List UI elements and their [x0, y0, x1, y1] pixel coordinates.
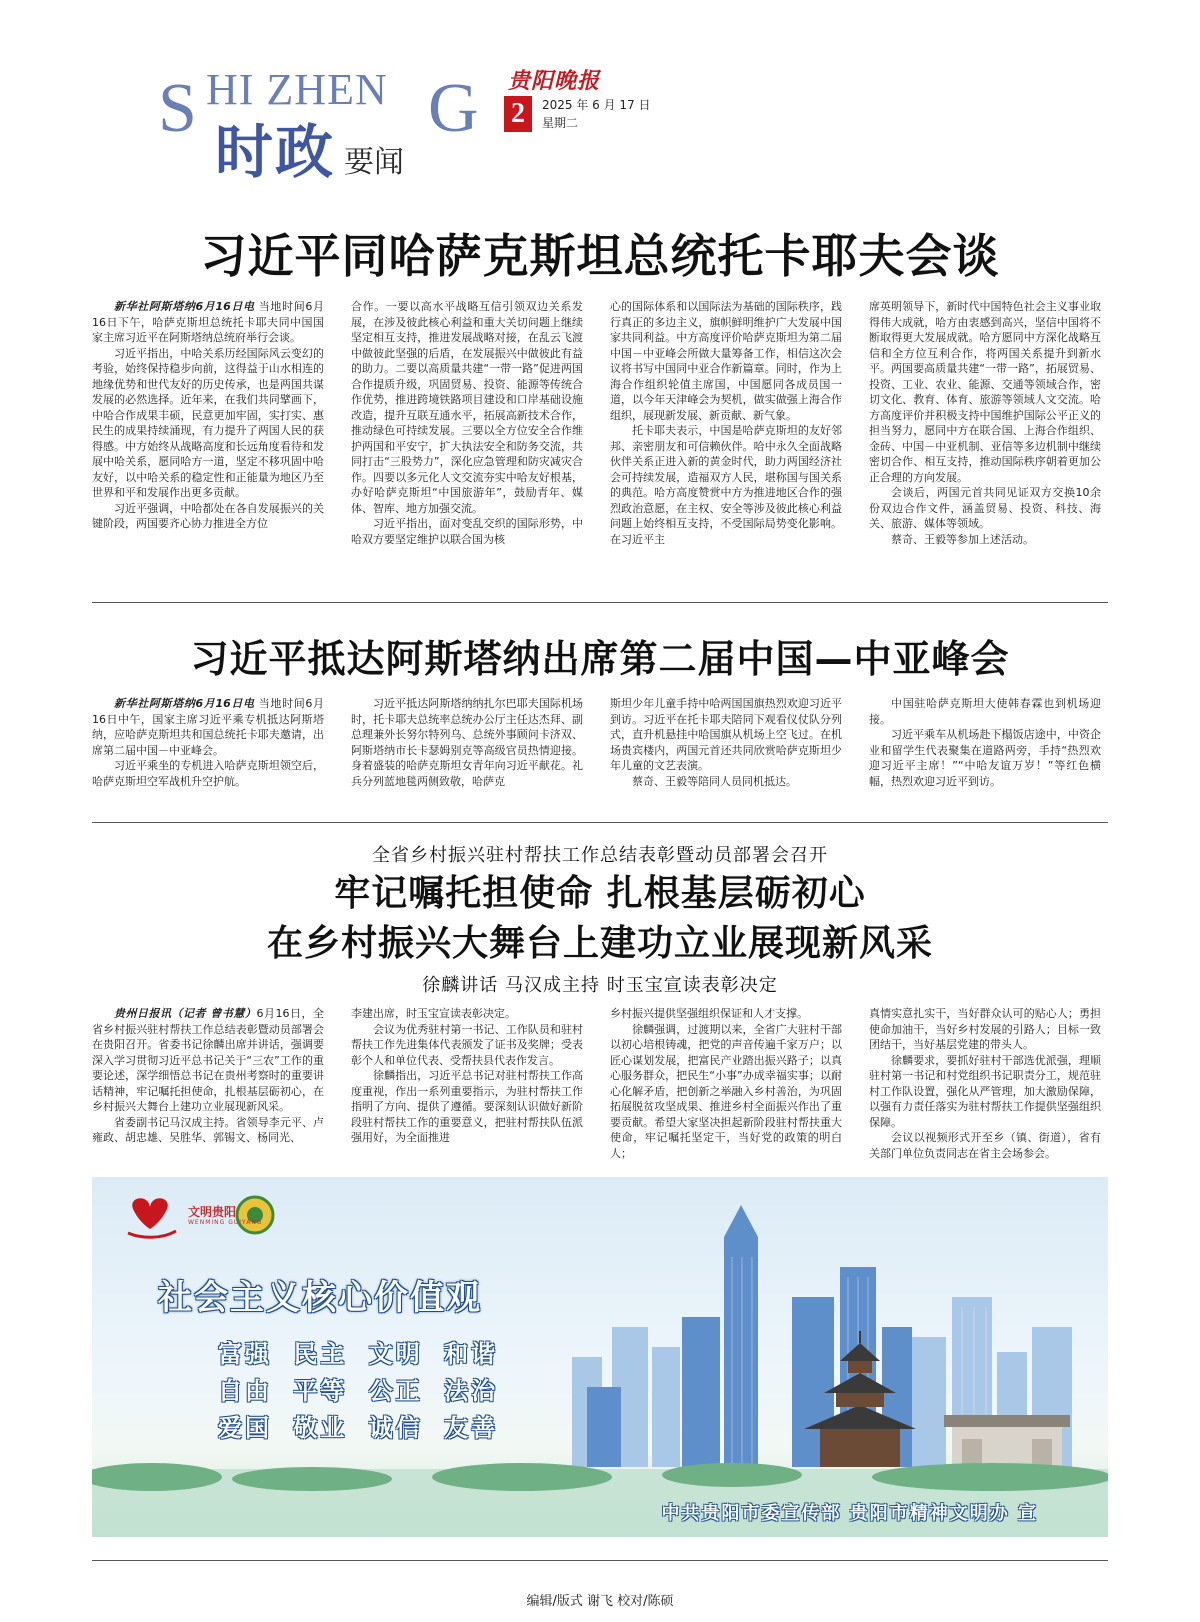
article2-col3-para: 蔡奇、王毅等陪同人员同机抵达。 — [632, 774, 797, 788]
article2-col1-para: 习近平乘坐的专机进入哈萨克斯坦领空后，哈萨克斯坦空军战机升空护航。 — [92, 759, 324, 788]
article1-col3-para: 托卡耶夫表示，中国是哈萨克斯坦的友好邻邦、亲密朋友和可信赖伙伴。哈中永久全面战略伙伴关系正进入新的黄金时代，助力两国经济社会可持续发展，造福双方人民，堪称国与国关系的典范。哈方高度赞赏中方为推进地区合作的强烈政治意愿，在主权、安全等涉及彼此核心利益问题上始终相互支持，不受国际局势变化影响。在习近平主 — [610, 424, 842, 546]
article1-col4-para: 会谈后，两国元首共同见证双方交换10余份双边合作文件，涵盖贸易、投资、科技、海关、旅游、媒体等领域。 — [869, 486, 1101, 530]
article3-dateline: 贵州日报讯（记者 曾书慧） — [114, 1007, 257, 1020]
poster-credit: 中共贵阳市委宣传部 贵阳市精神文明办 宣 — [661, 1503, 1038, 1524]
article3-col1-para: 省委副书记马汉成主持。省领导李元平、卢雍政、胡忠雄、吴胜华、郭锡文、杨同光、 — [92, 1115, 324, 1144]
article3-col3-para: 乡村振兴提供坚强组织保证和人才支撑。 — [610, 1007, 808, 1020]
issue-weekday: 星期二 — [542, 116, 579, 130]
footer-divider — [92, 1560, 1108, 1561]
article3-kicker: 全省乡村振兴驻村帮扶工作总结表彰暨动员部署会召开 — [372, 845, 828, 866]
newspaper-logo: 贵阳晚报 — [508, 68, 601, 94]
article2-col4-para: 习近平乘车从机场赴下榻饭店途中，中资企业和留学生代表聚集在道路两旁，手持“热烈欢迎习近平主席！”“中哈友谊万岁！”等红色横幅，热烈欢迎习近平到访。 — [869, 728, 1101, 788]
article3-col4-para: 会议以视频形式开至乡（镇、街道），省有关部门单位负责同志在省主会场参会。 — [869, 1131, 1101, 1160]
article3-col2-para: 徐麟指出，习近平总书记对驻村帮扶工作高度重视，作出一系列重要指示，为驻村帮扶工作指明了方向、提供了遵循。要深刻认识做好新阶段驻村帮扶工作的重要意义，把驻村帮扶队伍派强用好，为全面推进 — [351, 1069, 583, 1144]
article1-dateline: 新华社阿斯塔纳6月16日电 — [114, 300, 255, 313]
article3-column-4 — [869, 1006, 1101, 1166]
core-values-row-3: 爱国 敬业 诚信 友善 — [218, 1414, 499, 1442]
section-title: 时政 — [215, 118, 336, 186]
article1-col4-para: 蔡奇、王毅等参加上述活动。 — [891, 532, 1034, 546]
article1-column-2 — [351, 299, 583, 581]
article2-headline: 习近平抵达阿斯塔纳出席第二届中国—中亚峰会 — [190, 637, 1010, 681]
article3-subtitle: 徐麟讲话 马汉成主持 时玉宝宣读表彰决定 — [422, 975, 778, 996]
article1-headline: 习近平同哈萨克斯坦总统托卡耶夫会谈 — [200, 229, 1000, 283]
article3-column-3 — [610, 1006, 842, 1166]
article2-column-2 — [351, 696, 583, 804]
article2-col4-para: 中国驻哈萨克斯坦大使韩春霖也到机场迎接。 — [869, 697, 1101, 726]
article1-col2-para: 习近平指出，面对变乱交织的国际形势，中哈双方要坚定维护以联合国为核 — [351, 517, 583, 546]
article3-headline-line1: 牢记嘱托担使命 扎根基层砺初心 — [334, 873, 866, 914]
section-subtitle: 要闻 — [344, 145, 404, 180]
masthead-pinyin: HI ZHEN — [206, 65, 388, 114]
article2-column-4 — [869, 696, 1101, 804]
article1-column-1 — [92, 299, 324, 581]
poster-logo-text: 文明贵阳 — [188, 1205, 237, 1219]
article1-col3-para: 心的国际体系和以国际法为基础的国际秩序，践行真正的多边主义，旗帜鲜明维护广大发展中国家共同利益。中方高度评价哈萨克斯坦为第二届中国－中亚峰会所做大量筹备工作，相信这次会议将书写中国同中亚合作新篇章。同时，作为上海合作组织轮值主席国，中国愿同各成员国一道，以今年天津峰会为契机，做实做强上海合作组织，展现新发展、新贡献、新气象。 — [610, 300, 842, 422]
article1-col1-para: 习近平强调，中哈都处在各自发展振兴的关键阶段，两国要齐心协力推进全方位 — [92, 501, 324, 530]
core-values-row-1: 富强 民主 文明 和谐 — [218, 1340, 499, 1368]
article2-dateline: 新华社阿斯塔纳6月16日电 — [114, 697, 255, 710]
article3-col4-para: 徐麟要求，要抓好驻村干部选优派强，理顺驻村第一书记和村党组织书记职责分工，规范驻村工作队设置，强化从严管理，加大激励保障，以强有力责任落实为驻村帮扶工作提供坚强组织保障。 — [869, 1053, 1101, 1129]
memorial-archway-icon — [944, 1415, 1070, 1467]
article1-col1-para: 习近平指出，中哈关系历经国际风云变幻的考验，始终保持稳步向前，这得益于山水相连的地缘优势和世代友好的历史传承，也是两国共谋发展的必然选择。近年来，在我们共同擘画下，中哈合作成果丰硕，民意更加牢固，实打实、惠民生的成果持续涌现，有力提升了两国人民的获得感。中方始终从战略高度和长远角度看待和发展中哈关系，愿同哈方一道，坚定不移巩固中哈友好，以中哈关系的稳定性和正能量为地区乃至世界和平和发展作出更多贡献。 — [92, 346, 324, 499]
article1-col4-para: 席英明领导下，新时代中国特色社会主义事业取得伟大成就，哈方由衷感到高兴，坚信中国将不断取得更大发展成就。哈方愿同中方深化战略互信和全方位互利合作，将两国关系提升到新水平。两国要高质量共建“一带一路”，拓展贸易、投资、工业、农业、能源、交通等领域合作，密切文化、教育、体育、旅游等领域人文交流。哈方高度评价并积极支持中国维护国际公平正义的担当努力，愿同中方在联合国、上海合作组织、金砖、中国－中亚机制、亚信等多边机制中继续密切合作、相互支持，推动国际秩序朝着更加公正合理的方向发展。 — [869, 300, 1101, 484]
article2-col1-para: 新华社阿斯塔纳6月16日电 当地时间6月16日中午，国家主席习近平乘专机抵达阿斯塔纳，应哈萨克斯坦共和国总统托卡耶夫邀请，出席第二届中国－中亚峰会。 — [92, 697, 324, 757]
article1-column-4 — [869, 299, 1101, 581]
article3-col2-para: 会议为优秀驻村第一书记、工作队员和驻村帮扶工作先进集体代表颁发了证书及奖牌；受表彰个人和单位代表、受帮扶县代表作发言。 — [351, 1022, 583, 1067]
article3-column-2 — [351, 1006, 583, 1166]
masthead-letter-s: S — [158, 70, 197, 147]
section-divider — [92, 822, 1108, 823]
article2-column-3 — [610, 696, 842, 804]
poster-logo-subtext: WENMING GUIYANG — [188, 1219, 263, 1226]
article1-col1-para: 新华社阿斯塔纳6月16日电 当地时间6月16日下午，哈萨克斯坦总统托卡耶夫同中国国家主席习近平在阿斯塔纳总统府举行会谈。 — [92, 300, 324, 344]
masthead-letter-g: G — [428, 70, 479, 147]
article2-column-1 — [92, 696, 324, 804]
core-values-poster — [92, 1177, 1108, 1537]
core-values-row-2: 自由 平等 公正 法治 — [218, 1377, 499, 1405]
editor-credit: 编辑/版式 谢飞 校对/陈硕 — [526, 1594, 674, 1609]
article3-col3-para: 徐麟强调，过渡期以来，全省广大驻村干部以初心培根铸魂，把党的声音传遍千家万户；以匠心谋划发展，把富民产业踏出振兴路子；以真心服务群众，把民生“小事”办成幸福实事；以耐心化解矛盾，把创新之举融入乡村善治，为巩固拓展脱贫攻坚成果、推进乡村全面振兴作出了重要贡献。希望大家坚决担起新阶段驻村帮扶重大使命，牢记嘱托坚定干，当好党的政策的明白人； — [610, 1022, 842, 1160]
article3-headline-line2: 在乡村振兴大舞台上建功立业展现新风采 — [266, 923, 933, 964]
section-divider — [92, 602, 1108, 603]
page-number-badge: 2 — [504, 96, 532, 132]
article1-column-3 — [610, 299, 842, 581]
article3-column-1 — [92, 1006, 324, 1166]
issue-date: 2025 年 6 月 17 日 — [542, 98, 651, 112]
article3-col2-para: 李建出席，时玉宝宣读表彰决定。 — [351, 1007, 516, 1020]
article3-col1-para: 贵州日报讯（记者 曾书慧）6月16日，全省乡村振兴驻村帮扶工作总结表彰暨动员部署会在贵阳召开。省委书记徐麟出席并讲话，强调要深入学习贯彻习近平总书记关于“三农”工作的重要论述，深学细悟总书记在贵州考察时的重要讲话精神，牢记嘱托担使命，扎根基层砺初心，在乡村振兴大舞台上建功立业展现新风采。 — [92, 1007, 324, 1113]
article2-col3-para: 斯坦少年儿童手持中哈两国国旗热烈欢迎习近平到访。习近平在托卡耶夫陪同下观看仪仗队分列式，直升机悬挂中哈国旗从机场上空飞过。在机场贵宾楼内，两国元首还共同欣赏哈萨克斯坦少年儿童的文艺表演。 — [610, 697, 842, 772]
article3-col4-para: 真情实意扎实干，当好群众认可的贴心人；勇担使命加油干，当好乡村发展的引路人；目标一致团结干，当好基层党建的带头人。 — [869, 1007, 1101, 1051]
poster-title: 社会主义核心价值观 — [158, 1278, 482, 1318]
article2-col2-para: 习近平抵达阿斯塔纳纳扎尔巴耶夫国际机场时，托卡耶夫总统率总统办公厅主任达杰拜、副总理兼外长努尔特列乌、总统外事顾问卡济双、阿斯塔纳市长卡瑟姆别克等高级官员热情迎接。身着盛装的哈萨克斯坦女青年向习近平献花。礼兵分列蓝地毯两侧致敬，哈萨克 — [351, 697, 583, 788]
article1-col2-para: 合作。一要以高水平战略互信引领双边关系发展，在涉及彼此核心利益和重大关切问题上继续坚定相互支持，推进发展战略对接，在乱云飞渡中做彼此坚强的后盾，在发展振兴中做彼此有益的助力。二要以高质量共建“一带一路”促进两国合作提质升级，巩固贸易、投资、能源等传统合作优势，推进跨境铁路项目建设和口岸基础设施改造，提升互联互通水平，拓展高新技术合作，推动绿色可持续发展。三要以全方位安全合作维护两国和平安宁，扩大执法安全和防务交流，共同打击“三股势力”，深化应急管理和防灾减灾合作。四要以多元化人文交流夯实中哈友好根基，办好哈萨克斯坦“中国旅游年”，鼓励青年、媒体、智库、地方加强交流。 — [351, 300, 583, 515]
